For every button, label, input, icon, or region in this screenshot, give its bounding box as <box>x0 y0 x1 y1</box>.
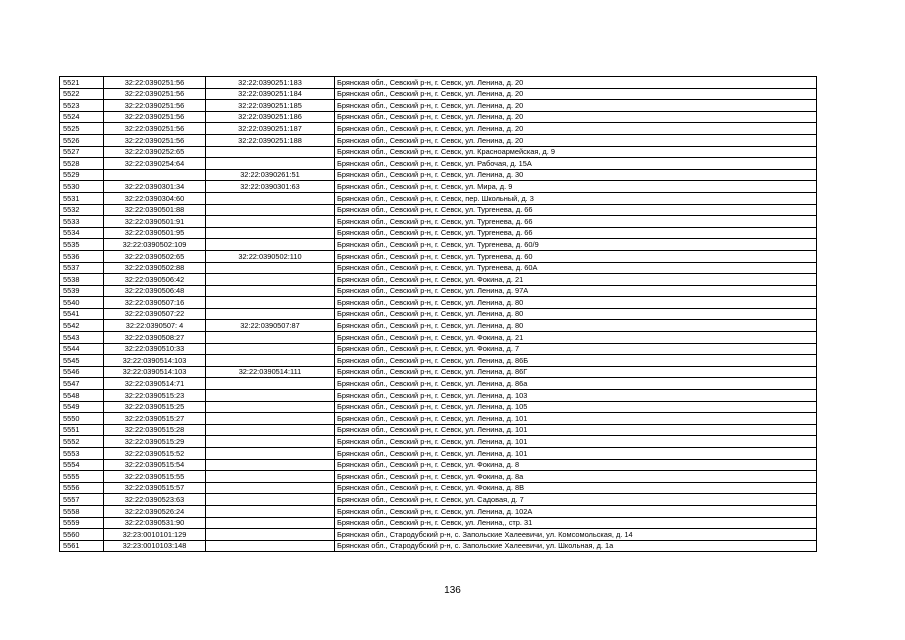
address-cell: Брянская обл., Севский р-н, г. Севск, ул. Тургенева, д. 60А <box>335 262 817 274</box>
object-cadastral-number-cell <box>206 448 335 460</box>
parcel-cadastral-number-cell: 32:22:0390502:65 <box>104 250 206 262</box>
object-cadastral-number-cell <box>206 308 335 320</box>
parcel-cadastral-number-cell: 32:22:0390515:57 <box>104 482 206 494</box>
parcel-cadastral-number-cell: 32:22:0390514:103 <box>104 355 206 367</box>
parcel-cadastral-number-cell: 32:22:0390531:90 <box>104 517 206 529</box>
table-row <box>60 100 817 112</box>
object-cadastral-number-cell <box>206 390 335 402</box>
address-cell: Брянская обл., Севский р-н, г. Севск, ул. Тургенева, д. 66 <box>335 204 817 216</box>
address-cell: Брянская обл., Севский р-н, г. Севск, ул. Фокина, д. 8 <box>335 459 817 471</box>
table-row <box>60 355 817 367</box>
address-cell: Брянская обл., Севский р-н, г. Севск, ул. Тургенева, д. 66 <box>335 216 817 228</box>
address-cell: Брянская обл., Севский р-н, г. Севск, ул. Ленина, д. 80 <box>335 320 817 332</box>
address-cell: Брянская обл., Севский р-н, г. Севск, ул. Рабочая, д. 15А <box>335 158 817 170</box>
row-number-cell: 5543 <box>60 332 104 344</box>
register-body <box>60 77 817 552</box>
address-cell: Брянская обл., Севский р-н, г. Севск, пер. Школьный, д. 3 <box>335 192 817 204</box>
address-cell: Брянская обл., Севский р-н, г. Севск, ул. Ленина, д. 80 <box>335 297 817 309</box>
row-number-cell: 5556 <box>60 482 104 494</box>
row-number-cell: 5535 <box>60 239 104 251</box>
parcel-cadastral-number-cell: 32:22:0390304:60 <box>104 192 206 204</box>
parcel-cadastral-number-cell: 32:22:0390515:52 <box>104 448 206 460</box>
row-number-cell: 5534 <box>60 227 104 239</box>
object-cadastral-number-cell: 32:22:0390514:111 <box>206 366 335 378</box>
table-row <box>60 413 817 425</box>
table-row <box>60 401 817 413</box>
table-row <box>60 448 817 460</box>
parcel-cadastral-number-cell: 32:22:0390510:33 <box>104 343 206 355</box>
address-cell: Брянская обл., Севский р-н, г. Севск, ул. Ленина, д. 101 <box>335 448 817 460</box>
parcel-cadastral-number-cell: 32:22:0390506:48 <box>104 285 206 297</box>
table-row <box>60 297 817 309</box>
table-row <box>60 540 817 552</box>
table-row <box>60 181 817 193</box>
address-cell: Брянская обл., Севский р-н, г. Севск, ул. Фокина, д. 8В <box>335 482 817 494</box>
object-cadastral-number-cell: 32:22:0390301:63 <box>206 181 335 193</box>
object-cadastral-number-cell: 32:22:0390507:87 <box>206 320 335 332</box>
table-row <box>60 239 817 251</box>
address-cell: Брянская обл., Севский р-н, г. Севск, ул. Фокина, д. 21 <box>335 274 817 286</box>
row-number-cell: 5523 <box>60 100 104 112</box>
object-cadastral-number-cell <box>206 355 335 367</box>
address-cell: Брянская обл., Севский р-н, г. Севск, ул. Ленина, д. 20 <box>335 134 817 146</box>
row-number-cell: 5560 <box>60 529 104 541</box>
address-cell: Брянская обл., Севский р-н, г. Севск, ул. Ленина, д. 20 <box>335 123 817 135</box>
parcel-cadastral-number-cell: 32:22:0390251:56 <box>104 100 206 112</box>
row-number-cell: 5561 <box>60 540 104 552</box>
row-number-cell: 5538 <box>60 274 104 286</box>
address-cell: Брянская обл., Севский р-н, г. Севск, ул. Фокина, д. 21 <box>335 332 817 344</box>
parcel-cadastral-number-cell: 32:23:0010101:129 <box>104 529 206 541</box>
object-cadastral-number-cell <box>206 459 335 471</box>
row-number-cell: 5544 <box>60 343 104 355</box>
row-number-cell: 5551 <box>60 424 104 436</box>
row-number-cell: 5521 <box>60 77 104 89</box>
object-cadastral-number-cell <box>206 285 335 297</box>
row-number-cell: 5555 <box>60 471 104 483</box>
page-number: 136 <box>444 585 461 596</box>
table-row <box>60 366 817 378</box>
object-cadastral-number-cell <box>206 436 335 448</box>
row-number-cell: 5525 <box>60 123 104 135</box>
row-number-cell: 5547 <box>60 378 104 390</box>
parcel-cadastral-number-cell: 32:22:0390501:95 <box>104 227 206 239</box>
parcel-cadastral-number-cell: 32:22:0390507:16 <box>104 297 206 309</box>
row-number-cell: 5559 <box>60 517 104 529</box>
parcel-cadastral-number-cell: 32:22:0390501:91 <box>104 216 206 228</box>
parcel-cadastral-number-cell: 32:22:0390526:24 <box>104 505 206 517</box>
table-row <box>60 517 817 529</box>
table-row <box>60 158 817 170</box>
parcel-cadastral-number-cell: 32:22:0390515:28 <box>104 424 206 436</box>
table-row <box>60 343 817 355</box>
address-cell: Брянская обл., Севский р-н, г. Севск, ул. Ленина, д. 20 <box>335 88 817 100</box>
parcel-cadastral-number-cell: 32:22:0390507:22 <box>104 308 206 320</box>
row-number-cell: 5550 <box>60 413 104 425</box>
object-cadastral-number-cell <box>206 517 335 529</box>
object-cadastral-number-cell <box>206 262 335 274</box>
row-number-cell: 5527 <box>60 146 104 158</box>
row-number-cell: 5553 <box>60 448 104 460</box>
address-cell: Брянская обл., Севский р-н, г. Севск, ул. Красноармейская, д. 9 <box>335 146 817 158</box>
address-cell: Брянская обл., Севский р-н, г. Севск, ул. Тургенева, д. 66 <box>335 227 817 239</box>
row-number-cell: 5530 <box>60 181 104 193</box>
table-row <box>60 436 817 448</box>
parcel-cadastral-number-cell: 32:22:0390506:42 <box>104 274 206 286</box>
row-number-cell: 5528 <box>60 158 104 170</box>
row-number-cell: 5529 <box>60 169 104 181</box>
table-row <box>60 378 817 390</box>
row-number-cell: 5545 <box>60 355 104 367</box>
table-row <box>60 274 817 286</box>
object-cadastral-number-cell <box>206 540 335 552</box>
object-cadastral-number-cell <box>206 239 335 251</box>
parcel-cadastral-number-cell: 32:22:0390501:88 <box>104 204 206 216</box>
parcel-cadastral-number-cell: 32:22:0390251:56 <box>104 111 206 123</box>
object-cadastral-number-cell: 32:22:0390251:184 <box>206 88 335 100</box>
table-row <box>60 494 817 506</box>
object-cadastral-number-cell: 32:22:0390251:186 <box>206 111 335 123</box>
object-cadastral-number-cell <box>206 401 335 413</box>
parcel-cadastral-number-cell: 32:22:0390251:56 <box>104 123 206 135</box>
parcel-cadastral-number-cell: 32:22:0390301:34 <box>104 181 206 193</box>
parcel-cadastral-number-cell: 32:22:0390251:56 <box>104 77 206 89</box>
address-cell: Брянская обл., Севский р-н, г. Севск, ул. Тургенева, д. 60/9 <box>335 239 817 251</box>
row-number-cell: 5540 <box>60 297 104 309</box>
table-row <box>60 111 817 123</box>
row-number-cell: 5558 <box>60 505 104 517</box>
object-cadastral-number-cell <box>206 204 335 216</box>
object-cadastral-number-cell <box>206 494 335 506</box>
table-row <box>60 529 817 541</box>
address-cell: Брянская обл., Севский р-н, г. Севск, ул. Ленина, д. 20 <box>335 100 817 112</box>
parcel-cadastral-number-cell: 32:22:0390523:63 <box>104 494 206 506</box>
row-number-cell: 5537 <box>60 262 104 274</box>
table-row <box>60 227 817 239</box>
object-cadastral-number-cell <box>206 482 335 494</box>
parcel-cadastral-number-cell: 32:22:0390515:29 <box>104 436 206 448</box>
table-row <box>60 332 817 344</box>
parcel-cadastral-number-cell: 32:22:0390514:103 <box>104 366 206 378</box>
table-row <box>60 482 817 494</box>
address-cell: Брянская обл., Севский р-н, г. Севск, ул. Ленина, д. 86Г <box>335 366 817 378</box>
address-cell: Брянская обл., Севский р-н, г. Севск, ул. Садовая, д. 7 <box>335 494 817 506</box>
row-number-cell: 5539 <box>60 285 104 297</box>
address-cell: Брянская обл., Севский р-н, г. Севск, ул. Мира, д. 9 <box>335 181 817 193</box>
row-number-cell: 5554 <box>60 459 104 471</box>
table-row <box>60 471 817 483</box>
object-cadastral-number-cell <box>206 216 335 228</box>
row-number-cell: 5546 <box>60 366 104 378</box>
row-number-cell: 5557 <box>60 494 104 506</box>
table-row <box>60 169 817 181</box>
parcel-cadastral-number-cell: 32:22:0390507: 4 <box>104 320 206 332</box>
address-cell: Брянская обл., Севский р-н, г. Севск, ул. Фокина, д. 8а <box>335 471 817 483</box>
parcel-cadastral-number-cell: 32:22:0390515:54 <box>104 459 206 471</box>
table-row <box>60 308 817 320</box>
object-cadastral-number-cell <box>206 505 335 517</box>
row-number-cell: 5532 <box>60 204 104 216</box>
row-number-cell: 5548 <box>60 390 104 402</box>
property-register-table <box>59 76 817 552</box>
parcel-cadastral-number-cell: 32:22:0390515:23 <box>104 390 206 402</box>
object-cadastral-number-cell <box>206 227 335 239</box>
address-cell: Брянская обл., Севский р-н, г. Севск, ул. Ленина, д. 103 <box>335 390 817 402</box>
table-row <box>60 88 817 100</box>
row-number-cell: 5524 <box>60 111 104 123</box>
object-cadastral-number-cell <box>206 413 335 425</box>
address-cell: Брянская обл., Севский р-н, г. Севск, ул. Ленина, д. 86Б <box>335 355 817 367</box>
parcel-cadastral-number-cell: 32:22:0390251:56 <box>104 134 206 146</box>
address-cell: Брянская обл., Стародубский р-н, с. Запольские Халеевичи, ул. Школьная, д. 1а <box>335 540 817 552</box>
object-cadastral-number-cell: 32:22:0390502:110 <box>206 250 335 262</box>
address-cell: Брянская обл., Севский р-н, г. Севск, ул. Ленина, д. 97А <box>335 285 817 297</box>
parcel-cadastral-number-cell: 32:22:0390515:25 <box>104 401 206 413</box>
object-cadastral-number-cell <box>206 297 335 309</box>
table-row <box>60 505 817 517</box>
table-row <box>60 146 817 158</box>
object-cadastral-number-cell: 32:22:0390251:185 <box>206 100 335 112</box>
address-cell: Брянская обл., Стародубский р-н, с. Запольские Халеевичи, ул. Комсомольская, д. 14 <box>335 529 817 541</box>
row-number-cell: 5522 <box>60 88 104 100</box>
parcel-cadastral-number-cell: 32:23:0010103:148 <box>104 540 206 552</box>
row-number-cell: 5531 <box>60 192 104 204</box>
address-cell: Брянская обл., Севский р-н, г. Севск, ул. Ленина, д. 86а <box>335 378 817 390</box>
row-number-cell: 5526 <box>60 134 104 146</box>
table-row <box>60 250 817 262</box>
parcel-cadastral-number-cell: 32:22:0390502:88 <box>104 262 206 274</box>
parcel-cadastral-number-cell: 32:22:0390515:27 <box>104 413 206 425</box>
object-cadastral-number-cell: 32:22:0390251:183 <box>206 77 335 89</box>
object-cadastral-number-cell <box>206 529 335 541</box>
row-number-cell: 5542 <box>60 320 104 332</box>
address-cell: Брянская обл., Севский р-н, г. Севск, ул. Ленина, д. 101 <box>335 413 817 425</box>
parcel-cadastral-number-cell: 32:22:0390502:109 <box>104 239 206 251</box>
row-number-cell: 5536 <box>60 250 104 262</box>
object-cadastral-number-cell: 32:22:0390251:188 <box>206 134 335 146</box>
table-row <box>60 204 817 216</box>
object-cadastral-number-cell <box>206 146 335 158</box>
object-cadastral-number-cell: 32:22:0390261:51 <box>206 169 335 181</box>
object-cadastral-number-cell <box>206 424 335 436</box>
table-row <box>60 192 817 204</box>
table-row <box>60 390 817 402</box>
parcel-cadastral-number-cell: 32:22:0390251:56 <box>104 88 206 100</box>
object-cadastral-number-cell <box>206 274 335 286</box>
object-cadastral-number-cell <box>206 378 335 390</box>
address-cell: Брянская обл., Севский р-н, г. Севск, ул. Ленина, д. 20 <box>335 77 817 89</box>
table-row <box>60 285 817 297</box>
table-row <box>60 123 817 135</box>
address-cell: Брянская обл., Севский р-н, г. Севск, ул. Ленина, д. 102А <box>335 505 817 517</box>
address-cell: Брянская обл., Севский р-н, г. Севск, ул. Ленина, д. 105 <box>335 401 817 413</box>
table-row <box>60 262 817 274</box>
address-cell: Брянская обл., Севский р-н, г. Севск, ул. Ленина, д. 101 <box>335 424 817 436</box>
table-row <box>60 77 817 89</box>
address-cell: Брянская обл., Севский р-н, г. Севск, ул. Фокина, д. 7 <box>335 343 817 355</box>
address-cell: Брянская обл., Севский р-н, г. Севск, ул. Тургенева, д. 60 <box>335 250 817 262</box>
address-cell: Брянская обл., Севский р-н, г. Севск, ул. Ленина, д. 80 <box>335 308 817 320</box>
address-cell: Брянская обл., Севский р-н, г. Севск, ул. Ленина, д. 20 <box>335 111 817 123</box>
address-cell: Брянская обл., Севский р-н, г. Севск, ул. Ленина, д. 101 <box>335 436 817 448</box>
address-cell: Брянская обл., Севский р-н, г. Севск, ул. Ленина,, стр. 31 <box>335 517 817 529</box>
parcel-cadastral-number-cell <box>104 169 206 181</box>
parcel-cadastral-number-cell: 32:22:0390508:27 <box>104 332 206 344</box>
row-number-cell: 5549 <box>60 401 104 413</box>
table-row <box>60 424 817 436</box>
object-cadastral-number-cell <box>206 192 335 204</box>
row-number-cell: 5541 <box>60 308 104 320</box>
table-row <box>60 216 817 228</box>
object-cadastral-number-cell <box>206 158 335 170</box>
table-row <box>60 134 817 146</box>
address-cell: Брянская обл., Севский р-н, г. Севск, ул. Ленина, д. 30 <box>335 169 817 181</box>
object-cadastral-number-cell <box>206 343 335 355</box>
parcel-cadastral-number-cell: 32:22:0390252:65 <box>104 146 206 158</box>
row-number-cell: 5533 <box>60 216 104 228</box>
parcel-cadastral-number-cell: 32:22:0390514:71 <box>104 378 206 390</box>
table-row <box>60 459 817 471</box>
object-cadastral-number-cell: 32:22:0390251:187 <box>206 123 335 135</box>
parcel-cadastral-number-cell: 32:22:0390254:64 <box>104 158 206 170</box>
object-cadastral-number-cell <box>206 332 335 344</box>
parcel-cadastral-number-cell: 32:22:0390515:55 <box>104 471 206 483</box>
object-cadastral-number-cell <box>206 471 335 483</box>
row-number-cell: 5552 <box>60 436 104 448</box>
table-row <box>60 320 817 332</box>
